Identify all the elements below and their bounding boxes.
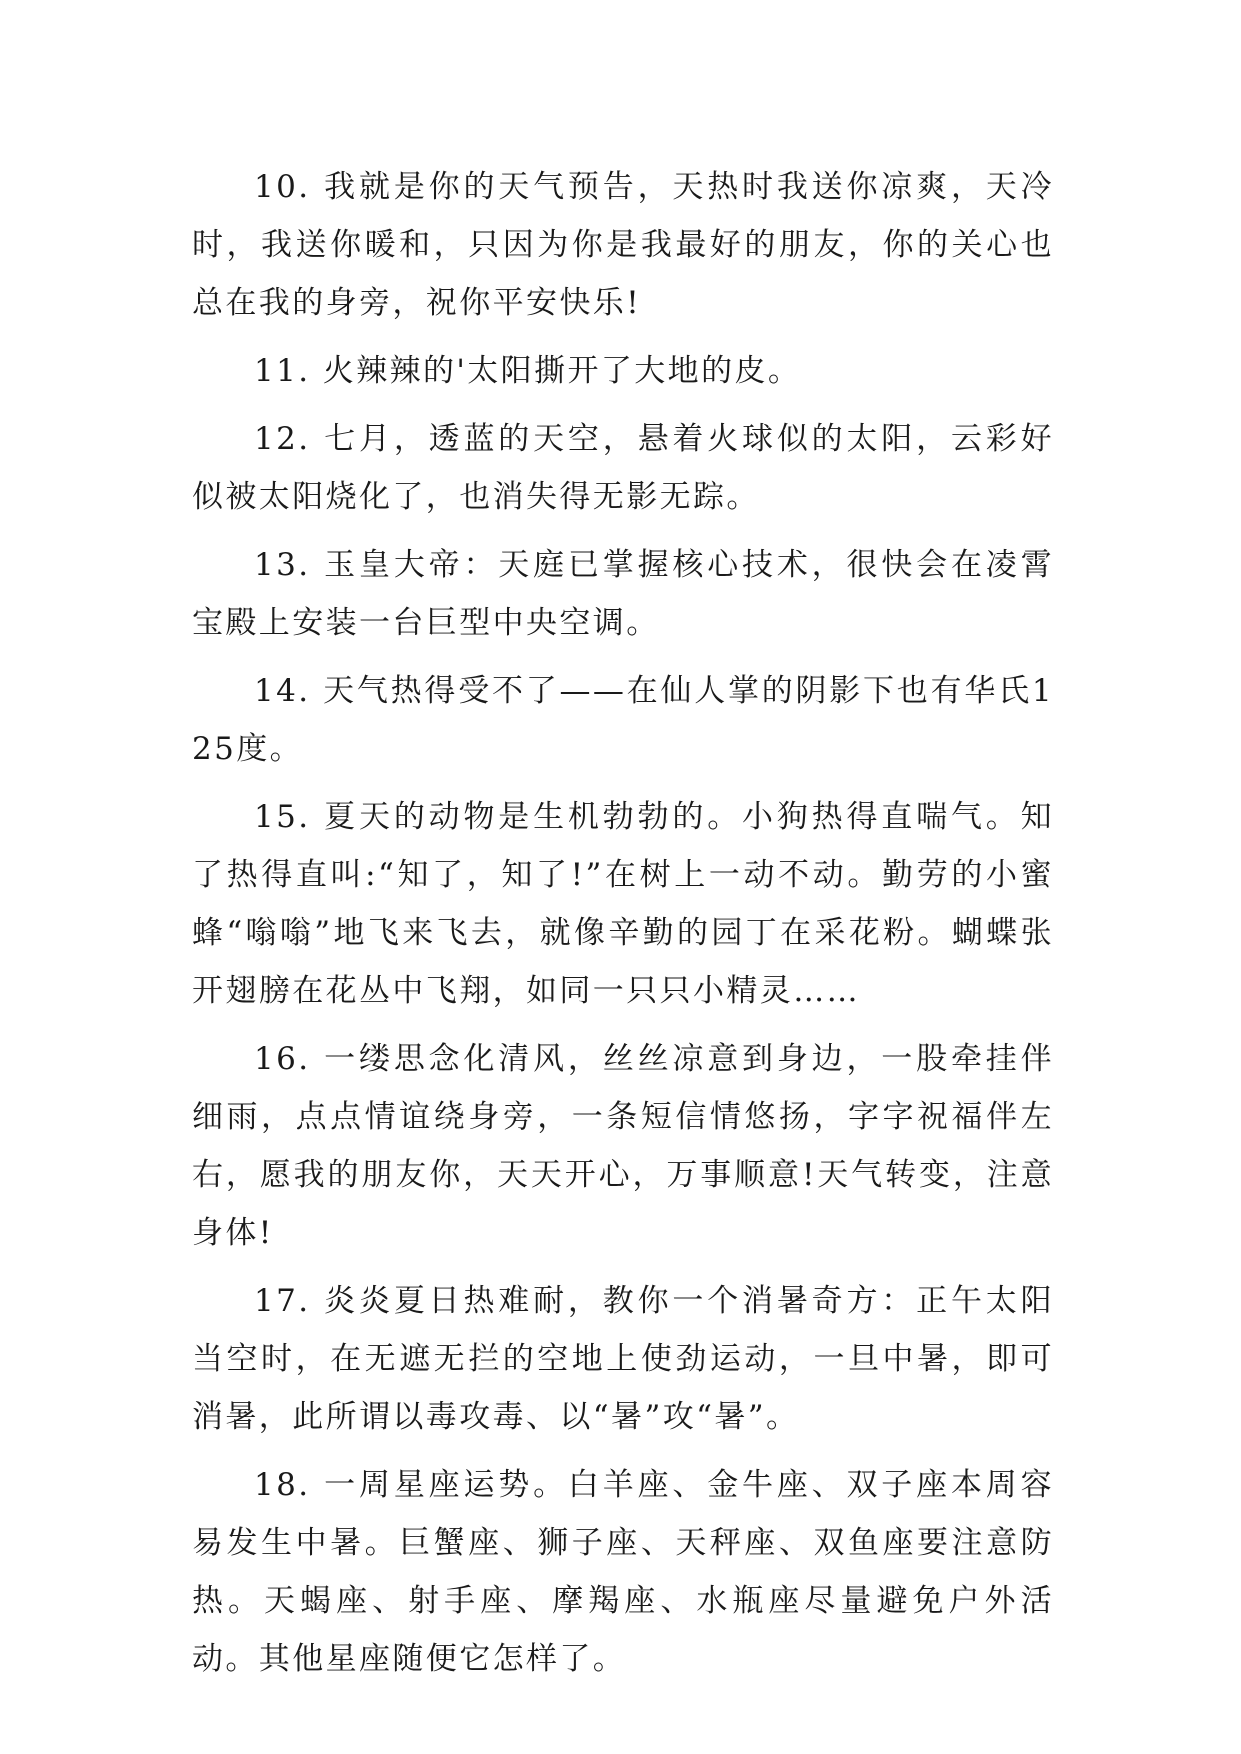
paragraph-18: 18. 一周星座运势。白羊座、金牛座、双子座本周容易发生中暑。巨蟹座、狮子座、天秤座、双鱼座要注意防热。天蝎座、射手座、摩羯座、水瓶座尽量避免户外活动。其他星座随便它怎样了。 bbox=[192, 1467, 1054, 1677]
paragraph-16: 16. 一缕思念化清风，丝丝凉意到身边，一股牵挂伴细雨，点点情谊绕身旁，一条短信情悠扬，字字祝福伴左右，愿我的朋友你，天天开心，万事顺意!天气转变，注意身体! bbox=[192, 1041, 1054, 1251]
paragraph-12: 12. 七月，透蓝的天空，悬着火球似的太阳，云彩好似被太阳烧化了，也消失得无影无踪。 bbox=[192, 421, 1054, 515]
document-body bbox=[192, 158, 1054, 1698]
paragraph-15: 15. 夏天的动物是生机勃勃的。小狗热得直喘气。知了热得直叫:“知了，知了!”在树上一动不动。勤劳的小蜜蜂“嗡嗡”地飞来飞去，就像辛勤的园丁在采花粉。蝴蝶张开翅膀在花丛中飞翔，如同一只只小精灵…… bbox=[192, 799, 1054, 1009]
paragraph-11: 11. 火辣辣的'太阳撕开了大地的皮。 bbox=[254, 353, 802, 389]
paragraph-10: 10. 我就是你的天气预告，天热时我送你凉爽，天冷时，我送你暖和，只因为你是我最好的朋友，你的关心也总在我的身旁，祝你平安快乐! bbox=[192, 169, 1054, 321]
paragraph-17: 17. 炎炎夏日热难耐，教你一个消暑奇方：正午太阳当空时，在无遮无拦的空地上使劲运动，一旦中暑，即可消暑，此所谓以毒攻毒、以“暑”攻“暑”。 bbox=[192, 1283, 1054, 1435]
paragraph-14: 14. 天气热得受不了——在仙人掌的阴影下也有华氏125度。 bbox=[192, 673, 1054, 767]
paragraph-13: 13. 玉皇大帝：天庭已掌握核心技术，很快会在凌霄宝殿上安装一台巨型中央空调。 bbox=[192, 547, 1054, 641]
